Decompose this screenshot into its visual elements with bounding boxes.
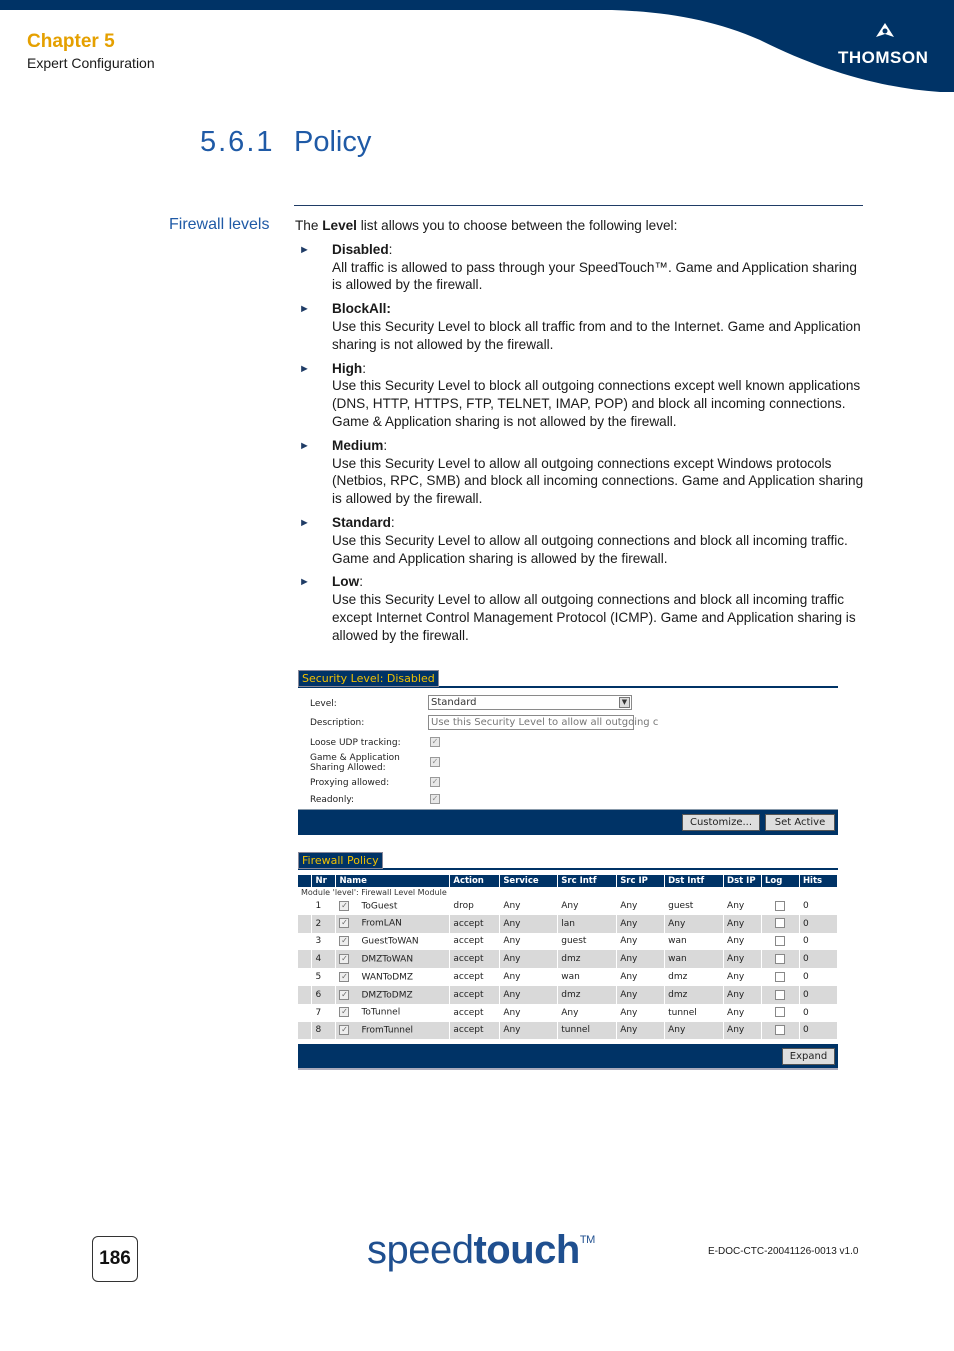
side-heading: Firewall levels	[169, 216, 270, 233]
chapter-title: Expert Configuration	[27, 55, 155, 71]
thomson-sail-icon	[874, 22, 896, 42]
rule-enabled-checkbox[interactable]: ✓	[341, 989, 348, 999]
game-sharing-checkbox[interactable]: ✓	[431, 757, 439, 766]
log-checkbox[interactable]	[775, 1007, 785, 1017]
column-header[interactable]: Action	[450, 875, 500, 887]
chapter-label: Chapter 5	[27, 31, 115, 52]
level-item-medium: ► Medium: Use this Security Level to allow all outgoing connections except Windows protocols (Netbios, RPC, SMB) and block all incoming connections. Game and Application sharing is allowed by the firewall.	[299, 437, 864, 507]
log-checkbox[interactable]	[775, 972, 785, 982]
table-header-row	[298, 875, 838, 887]
level-item-standard: ► Standard: Use this Security Level to allow all outgoing connections and block all incoming traffic. Game and Application sharing is allowed by the firewall.	[299, 514, 848, 566]
module-row: Module 'level': Firewall Level Module	[298, 887, 838, 897]
column-header[interactable]: Service	[500, 875, 558, 887]
readonly-checkbox[interactable]: ✓	[431, 794, 439, 803]
log-checkbox[interactable]	[775, 990, 785, 1000]
column-header[interactable]: Src Intf	[558, 875, 617, 887]
level-item-blockall: ► BlockAll: Use this Security Level to block all traffic from and to the Internet. Game and Application sharing is not allowed by the firewall.	[299, 301, 861, 352]
column-header[interactable]: Hits	[799, 875, 837, 887]
loose-udp-checkbox[interactable]: ✓	[431, 737, 439, 746]
bullet-arrow-icon: ►	[299, 303, 310, 316]
speedtouch-logo: speedtouch™	[367, 1228, 595, 1272]
level-item-disabled: ► Disabled: All traffic is allowed to pass through your SpeedTouch™. Game and Application sharing is allowed by the firewall.	[299, 241, 857, 293]
level-label: Level:	[310, 699, 337, 709]
firewall-rules-table	[298, 875, 838, 1039]
column-header[interactable]: Log	[761, 875, 799, 887]
description-field[interactable]: Use this Security Level to allow all outgoing c	[428, 715, 634, 730]
security-level-panel	[298, 670, 838, 835]
section-number: 5.6.1	[200, 126, 275, 158]
bullet-arrow-icon: ►	[299, 576, 310, 589]
chevron-down-icon[interactable]: ▼	[619, 697, 630, 708]
log-checkbox[interactable]	[775, 954, 785, 964]
rule-enabled-checkbox[interactable]: ✓	[341, 1007, 348, 1017]
loose-udp-label: Loose UDP tracking:	[310, 738, 401, 748]
table-row[interactable]: 2 ✓ FromLAN accept Any lan Any Any Any 0	[298, 915, 838, 933]
expand-button[interactable]: Expand	[782, 1048, 835, 1065]
table-row[interactable]: 3 ✓ GuestToWAN accept Any guest Any wan Any 0	[298, 933, 838, 951]
body-content	[295, 217, 865, 651]
rule-enabled-checkbox[interactable]: ✓	[341, 936, 348, 946]
level-select[interactable]: Standard ▼	[428, 695, 632, 710]
document-reference: E-DOC-CTC-20041126-0013 v1.0	[708, 1246, 859, 1257]
set-active-button[interactable]: Set Active	[765, 814, 835, 831]
proxying-checkbox[interactable]: ✓	[431, 777, 439, 786]
log-checkbox[interactable]	[775, 901, 785, 911]
intro-paragraph: The Level list allows you to choose between the following level:	[295, 218, 678, 233]
table-row[interactable]: 4 ✓ DMZToWAN accept Any dmz Any wan Any 0	[298, 950, 838, 968]
log-checkbox[interactable]	[775, 918, 785, 928]
bullet-arrow-icon: ►	[299, 362, 310, 375]
log-checkbox[interactable]	[775, 1025, 785, 1035]
firewall-action-bar	[298, 1044, 838, 1070]
table-row[interactable]: 5 ✓ WANToDMZ accept Any wan Any dmz Any 0	[298, 968, 838, 986]
section-heading	[200, 126, 371, 159]
column-header[interactable]: Src IP	[617, 875, 665, 887]
table-row[interactable]: 8 ✓ FromTunnel accept Any tunnel Any Any Any 0	[298, 1022, 838, 1040]
section-rule	[294, 205, 863, 206]
column-header[interactable]: Name	[336, 875, 450, 887]
readonly-label: Readonly:	[310, 795, 355, 805]
table-row[interactable]: 7 ✓ ToTunnel accept Any Any Any tunnel Any 0	[298, 1004, 838, 1022]
section-title: Policy	[294, 126, 372, 158]
rule-enabled-checkbox[interactable]: ✓	[341, 1025, 348, 1035]
bullet-arrow-icon: ►	[299, 439, 310, 452]
level-item-low: ► Low: Use this Security Level to allow all outgoing connections and block all incoming traffic except Internet Control Management Protocol (ICMP). Game and Application sharing is allowed by the firewall.	[299, 574, 856, 643]
level-item-high: ► High: Use this Security Level to block all outgoing connections except well known applications (DNS, HTTP, HTTPS, FTP, TELNET, IMAP, POP) and block all incoming connections. Game & Application sharing is not allowed by the firewall.	[299, 360, 861, 429]
bullet-arrow-icon: ►	[299, 516, 310, 529]
game-sharing-label: Game & Application Sharing Allowed:	[310, 753, 400, 773]
panel-bottom-line	[298, 1068, 838, 1070]
customize-button[interactable]: Customize...	[682, 814, 760, 831]
firewall-policy-panel	[298, 852, 838, 1070]
column-header[interactable]: Nr	[312, 875, 336, 887]
column-header[interactable]: Dst Intf	[665, 875, 724, 887]
page-number: 186	[92, 1236, 138, 1282]
rule-enabled-checkbox[interactable]: ✓	[341, 900, 348, 910]
bullet-arrow-icon: ►	[299, 243, 310, 256]
rule-enabled-checkbox[interactable]: ✓	[341, 971, 348, 981]
header-band	[0, 0, 954, 92]
rule-enabled-checkbox[interactable]: ✓	[341, 954, 348, 964]
firewall-panel-title: Firewall Policy	[298, 852, 383, 869]
security-action-bar	[298, 809, 838, 835]
rule-enabled-checkbox[interactable]: ✓	[341, 918, 348, 928]
column-header[interactable]: Dst IP	[724, 875, 762, 887]
table-row[interactable]: 6 ✓ DMZToDMZ accept Any dmz Any dmz Any 0	[298, 986, 838, 1004]
proxying-label: Proxying allowed:	[310, 778, 390, 788]
security-panel-title: Security Level: Disabled	[298, 670, 439, 687]
table-row[interactable]: 1 ✓ ToGuest drop Any Any Any guest Any 0	[298, 897, 838, 915]
log-checkbox[interactable]	[775, 936, 785, 946]
thomson-brand: THOMSON	[838, 48, 929, 67]
description-label: Description:	[310, 718, 365, 728]
